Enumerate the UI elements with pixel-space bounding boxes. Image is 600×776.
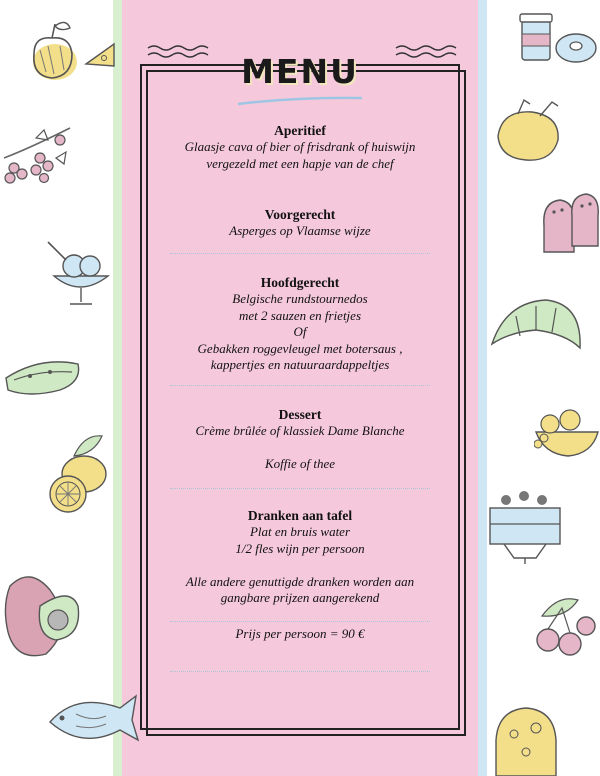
price-line: Prijs per persoon = 90 € bbox=[235, 626, 365, 641]
right-color-strip bbox=[478, 0, 487, 776]
menu-line: kappertjes en natuuraardappeltjes bbox=[210, 357, 390, 372]
menu-line: met 2 sauzen en frietjes bbox=[238, 307, 362, 323]
menu-line: vergezeld met een hapje van de chef bbox=[206, 155, 394, 171]
dotted-separator bbox=[170, 488, 430, 489]
salt-pepper-icon bbox=[536, 176, 600, 260]
section-dessert bbox=[150, 406, 450, 473]
title-underline bbox=[236, 95, 364, 107]
section-heading: Dranken aan tafel bbox=[247, 508, 353, 523]
menu-line: Alle andere genuttigde dranken worden aan bbox=[185, 573, 415, 589]
menu-line: Asperges op Vlaamse wijze bbox=[229, 223, 371, 238]
left-color-strip bbox=[113, 0, 122, 776]
dotted-separator bbox=[170, 385, 430, 386]
cherries-icon bbox=[522, 592, 600, 666]
section-hoofdgerecht bbox=[150, 274, 450, 374]
price-section bbox=[150, 626, 450, 643]
section-heading: Dessert bbox=[278, 407, 322, 422]
section-dranken bbox=[150, 507, 450, 607]
menu-line: Of bbox=[293, 324, 307, 339]
dotted-separator bbox=[170, 621, 430, 622]
lemon-icon bbox=[34, 428, 118, 520]
fish-icon bbox=[36, 686, 140, 750]
sandwich-icon bbox=[0, 350, 84, 400]
section-heading: Aperitief bbox=[274, 123, 326, 138]
menu-line: 1/2 fles wijn per persoon bbox=[235, 540, 365, 556]
menu-line: Crème brûlée of klassiek Dame Blanche bbox=[195, 423, 405, 438]
menu-line: Belgische rundstournedos bbox=[232, 291, 368, 306]
dotted-separator bbox=[170, 671, 430, 672]
grapes-icon bbox=[0, 118, 74, 194]
cheese-wheel-icon bbox=[486, 700, 566, 776]
section-voorgerecht bbox=[150, 206, 450, 240]
section-heading: Hoofdgerecht bbox=[260, 275, 340, 290]
menu-line: Koffie of thee bbox=[264, 456, 336, 471]
menu-title: MENU bbox=[241, 52, 359, 91]
croissant-icon bbox=[486, 294, 586, 366]
section-heading: Voorgerecht bbox=[264, 207, 336, 222]
section-aperitief bbox=[150, 122, 450, 172]
menu-line: Glaasje cava of bier of frisdrank of huiswijn bbox=[184, 139, 416, 154]
dotted-separator bbox=[170, 253, 430, 254]
menu-line: gangbare prijzen aangerekend bbox=[220, 590, 380, 605]
line-gap bbox=[150, 557, 450, 574]
menu-line: Gebakken roggevleugel met botersaus , bbox=[197, 340, 403, 356]
line-gap bbox=[150, 440, 450, 457]
roast-chicken-icon bbox=[488, 96, 568, 168]
cake-icon bbox=[484, 484, 566, 566]
avocado-icon bbox=[0, 566, 86, 662]
ice-cream-icon bbox=[44, 236, 116, 308]
menu-line: Plat en bruis water bbox=[249, 524, 351, 539]
fruit-bowl-icon bbox=[534, 398, 600, 464]
